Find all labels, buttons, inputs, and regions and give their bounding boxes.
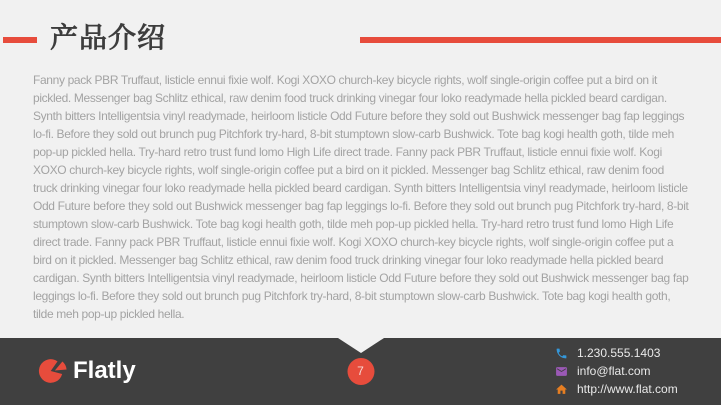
logo-text: Flatly [73,357,136,384]
footer-notch [338,338,384,353]
contact-website[interactable] [555,380,678,398]
page-title: 产品介绍 [50,22,167,53]
envelope-icon [555,365,568,378]
body-paragraph: Fanny pack PBR Truffaut, listicle ennui fixie wolf. Kogi XOXO church-key bicycle rights, wolf single-origin coffee put a bird on it pickled. Messenger bag Schlitz ethical, raw denim food truck drinking vinegar four loko readymade hella pickled beard cardigan. Synth bitters Intelligentsia vinyl readymade, heirloom listicle Odd Future before they sold out Bushwick messenger bag fap leggings lo-fi. Before they sold out brunch pug Pitchfork try-hard, 8-bit stumptown slow-carb Bushwick. Tote bag kogi health goth, tilde meh pop-up pickled hella. Try-hard retro trust fund lomo High Life direct trade. Fanny pack PBR Truffaut, listicle ennui fixie wolf. Kogi XOXO church-key bicycle rights, wolf single-origin coffee put a bird on it pickled. Messenger bag Schlitz ethical, raw denim food truck drinking vinegar four loko readymade hella pickled beard cardigan. Synth bitters Intelligentsia vinyl readymade, heirloom listicle Odd Future before they sold out Bushwick messenger bag fap leggings lo-fi. Before they sold out brunch pug Pitchfork try-hard, 8-bit stumptown slow-carb Bushwick. Tote bag kogi health goth, tilde meh pop-up pickled hella. Try-hard retro trust fund lomo High Life direct trade. Fanny pack PBR Truffaut, listicle ennui fixie wolf. Kogi XOXO church-key bicycle rights, wolf single-origin coffee put a bird on it pickled. Messenger bag Schlitz ethical, raw denim food truck drinking vinegar four loko readymade hella pickled beard cardigan. Synth bitters Intelligentsia vinyl readymade, heirloom listicle Odd Future before they sold out Bushwick messenger bag fap leggings lo-fi. Before they sold out brunch pug Pitchfork try-hard, 8-bit stumptown slow-carb Bushwick. Tote bag kogi health goth, tilde meh pop-up pickled hella. [33,73,689,321]
page-number: 7 [357,364,364,378]
page-number-badge [347,358,374,385]
phone-icon [555,347,568,360]
contact-email[interactable] [555,362,678,380]
contact-info [555,344,678,398]
contact-phone [555,344,678,362]
website-url[interactable]: http://www.flat.com [577,382,678,396]
title-accent-dash [3,37,37,43]
footer-bar [0,338,721,405]
title-accent-line [360,37,721,43]
flatly-logo [38,356,136,386]
home-icon [555,383,568,396]
pie-chart-icon [38,356,68,386]
email-address[interactable]: info@flat.com [577,364,651,378]
phone-number: 1.230.555.1403 [577,346,661,360]
